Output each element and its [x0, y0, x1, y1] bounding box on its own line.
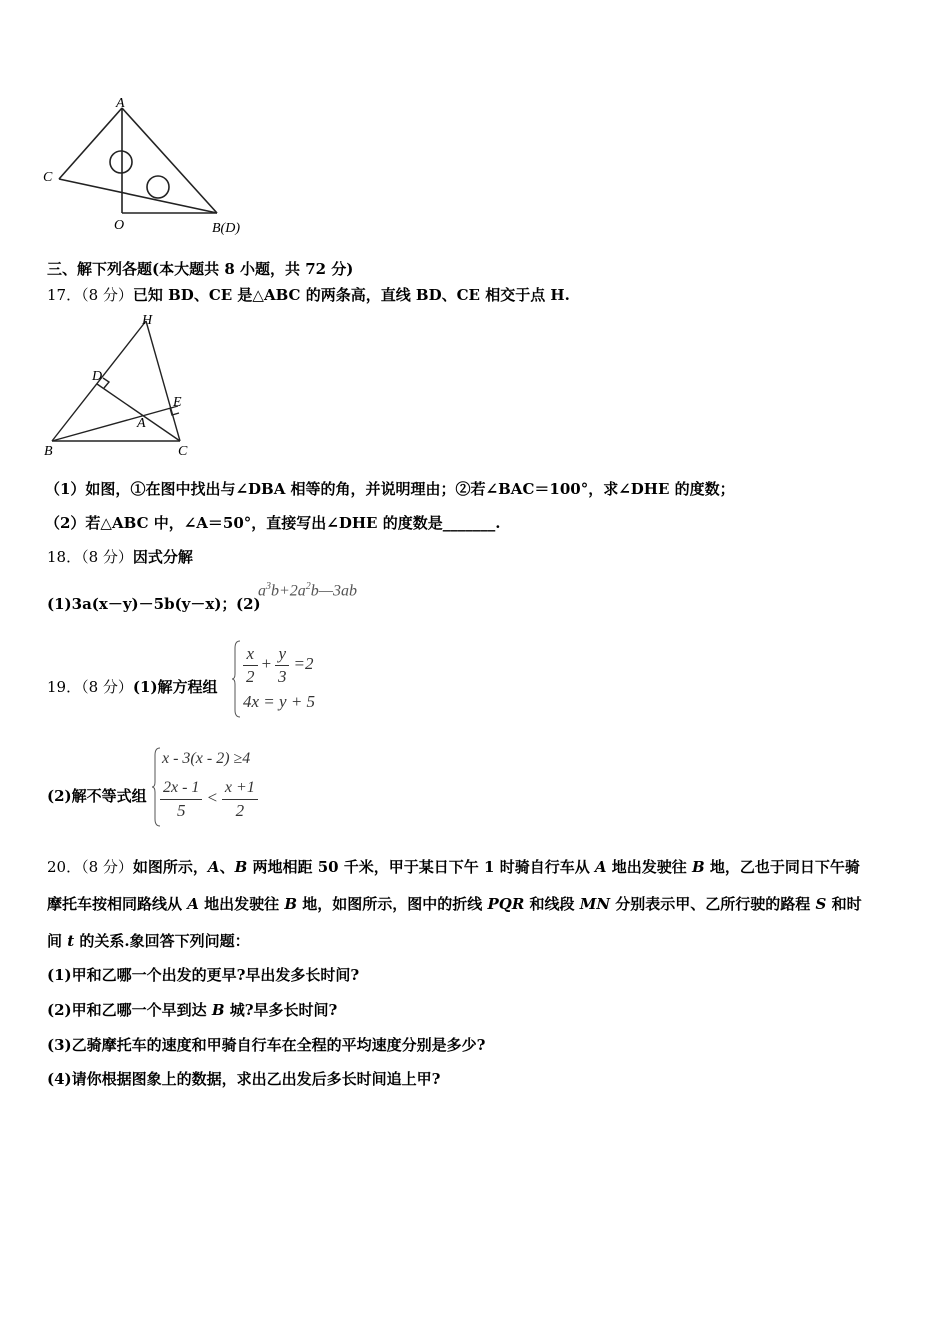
label-BD: B(D): [212, 221, 240, 236]
segment-CB: [59, 179, 217, 213]
q20-number: 20．（8 分）: [47, 858, 133, 876]
q18-header: [47, 547, 193, 567]
segment-AB: [122, 108, 217, 213]
q17-part1: （1）如图，①在图中找出与∠DBA 相等的角，并说明理由；②若∠BAC＝100°，求∠DHE 的度数；: [45, 480, 735, 498]
label-A: A: [116, 96, 125, 111]
label-A2: A: [137, 416, 146, 431]
segment-HC: [146, 321, 180, 441]
q20-sub4: (4)请你根据图象上的数据，求出乙出发后多长时间追上甲?: [47, 1070, 441, 1088]
q17-number: 17．（8 分）: [47, 286, 133, 304]
q18-title: 因式分解: [132, 548, 193, 566]
q20-line2: 摩托车按相同路线从 A 地出发驶往 B 地，如图所示，图中的折线 PQR 和线段 MN 分别表示甲、乙所行驶的路程 S 和时: [47, 895, 862, 913]
q20-sub3: (3)乙骑摩托车的速度和甲骑自行车在全程的平均速度分别是多少?: [47, 1036, 486, 1054]
q20-sub2: (2)甲和乙哪一个早到达 B 城?早多长时间?: [47, 1001, 338, 1019]
q18-number: 18．（8 分）: [47, 548, 133, 566]
label-H: H: [142, 313, 153, 328]
section-heading: 三、解下列各题(本大题共 8 小题，共 72 分): [47, 260, 354, 278]
label-B: B: [44, 444, 53, 459]
q19-eq1: $\frac{x}{2}$ + $\frac{y}{3}$ =2: [243, 643, 313, 688]
label-D: D: [92, 369, 103, 384]
q19-eq2: 4x = y + 5: [243, 692, 316, 711]
q19-part2-label: (2)解不等式组: [47, 787, 147, 805]
brace-system1: [232, 640, 242, 718]
q17-part2: （2）若△ABC 中，∠A＝50°，直接写出∠DHE 的度数是_______.: [45, 514, 501, 532]
q18-part2-label: (2): [236, 595, 261, 613]
label-E: E: [173, 395, 182, 410]
q19-ineq2: $\frac{2x - 1}{5}$ < $\frac{x +1}{2}$: [160, 777, 258, 822]
figure-triangle-heights: [40, 308, 200, 460]
q20-line3: 间 t 的关系.象回答下列问题：: [47, 932, 250, 950]
q17-stem: 已知 BD、CE 是△ABC 的两条高，直线 BD、CE 相交于点 H.: [132, 286, 570, 304]
figure-triangle-circles: [40, 95, 260, 245]
q18-part2-expression: $a^3b+2a^2b—3ab$: [258, 581, 358, 600]
label-C: C: [43, 170, 53, 185]
circle-lower: [147, 176, 169, 198]
q17-header: [47, 285, 570, 305]
q19-ineq1: x - 3(x - 2) ≥4: [162, 750, 251, 767]
circle-upper: [110, 151, 132, 173]
q20-sub1: (1)甲和乙哪一个出发的更早?早出发多长时间?: [47, 966, 360, 984]
q19-part1-label: (1)解方程组: [132, 678, 218, 696]
right-angle-D: [103, 378, 109, 388]
label-O: O: [114, 218, 125, 233]
q19-number: 19．（8 分）: [47, 678, 133, 696]
segment-BE: [52, 406, 178, 441]
q18-part1: (1)3a(x－y)－5b(y－x)；: [47, 595, 237, 613]
q19-header: [47, 677, 218, 697]
segment-DC: [97, 384, 180, 441]
label-C2: C: [178, 444, 188, 459]
q20-line1: 20．（8 分）如图所示，A、B 两地相距 50 千米，甲于某日下午 1 时骑自行车从 A 地出发驶往 B 地，乙也于同日下午骑: [47, 858, 860, 876]
